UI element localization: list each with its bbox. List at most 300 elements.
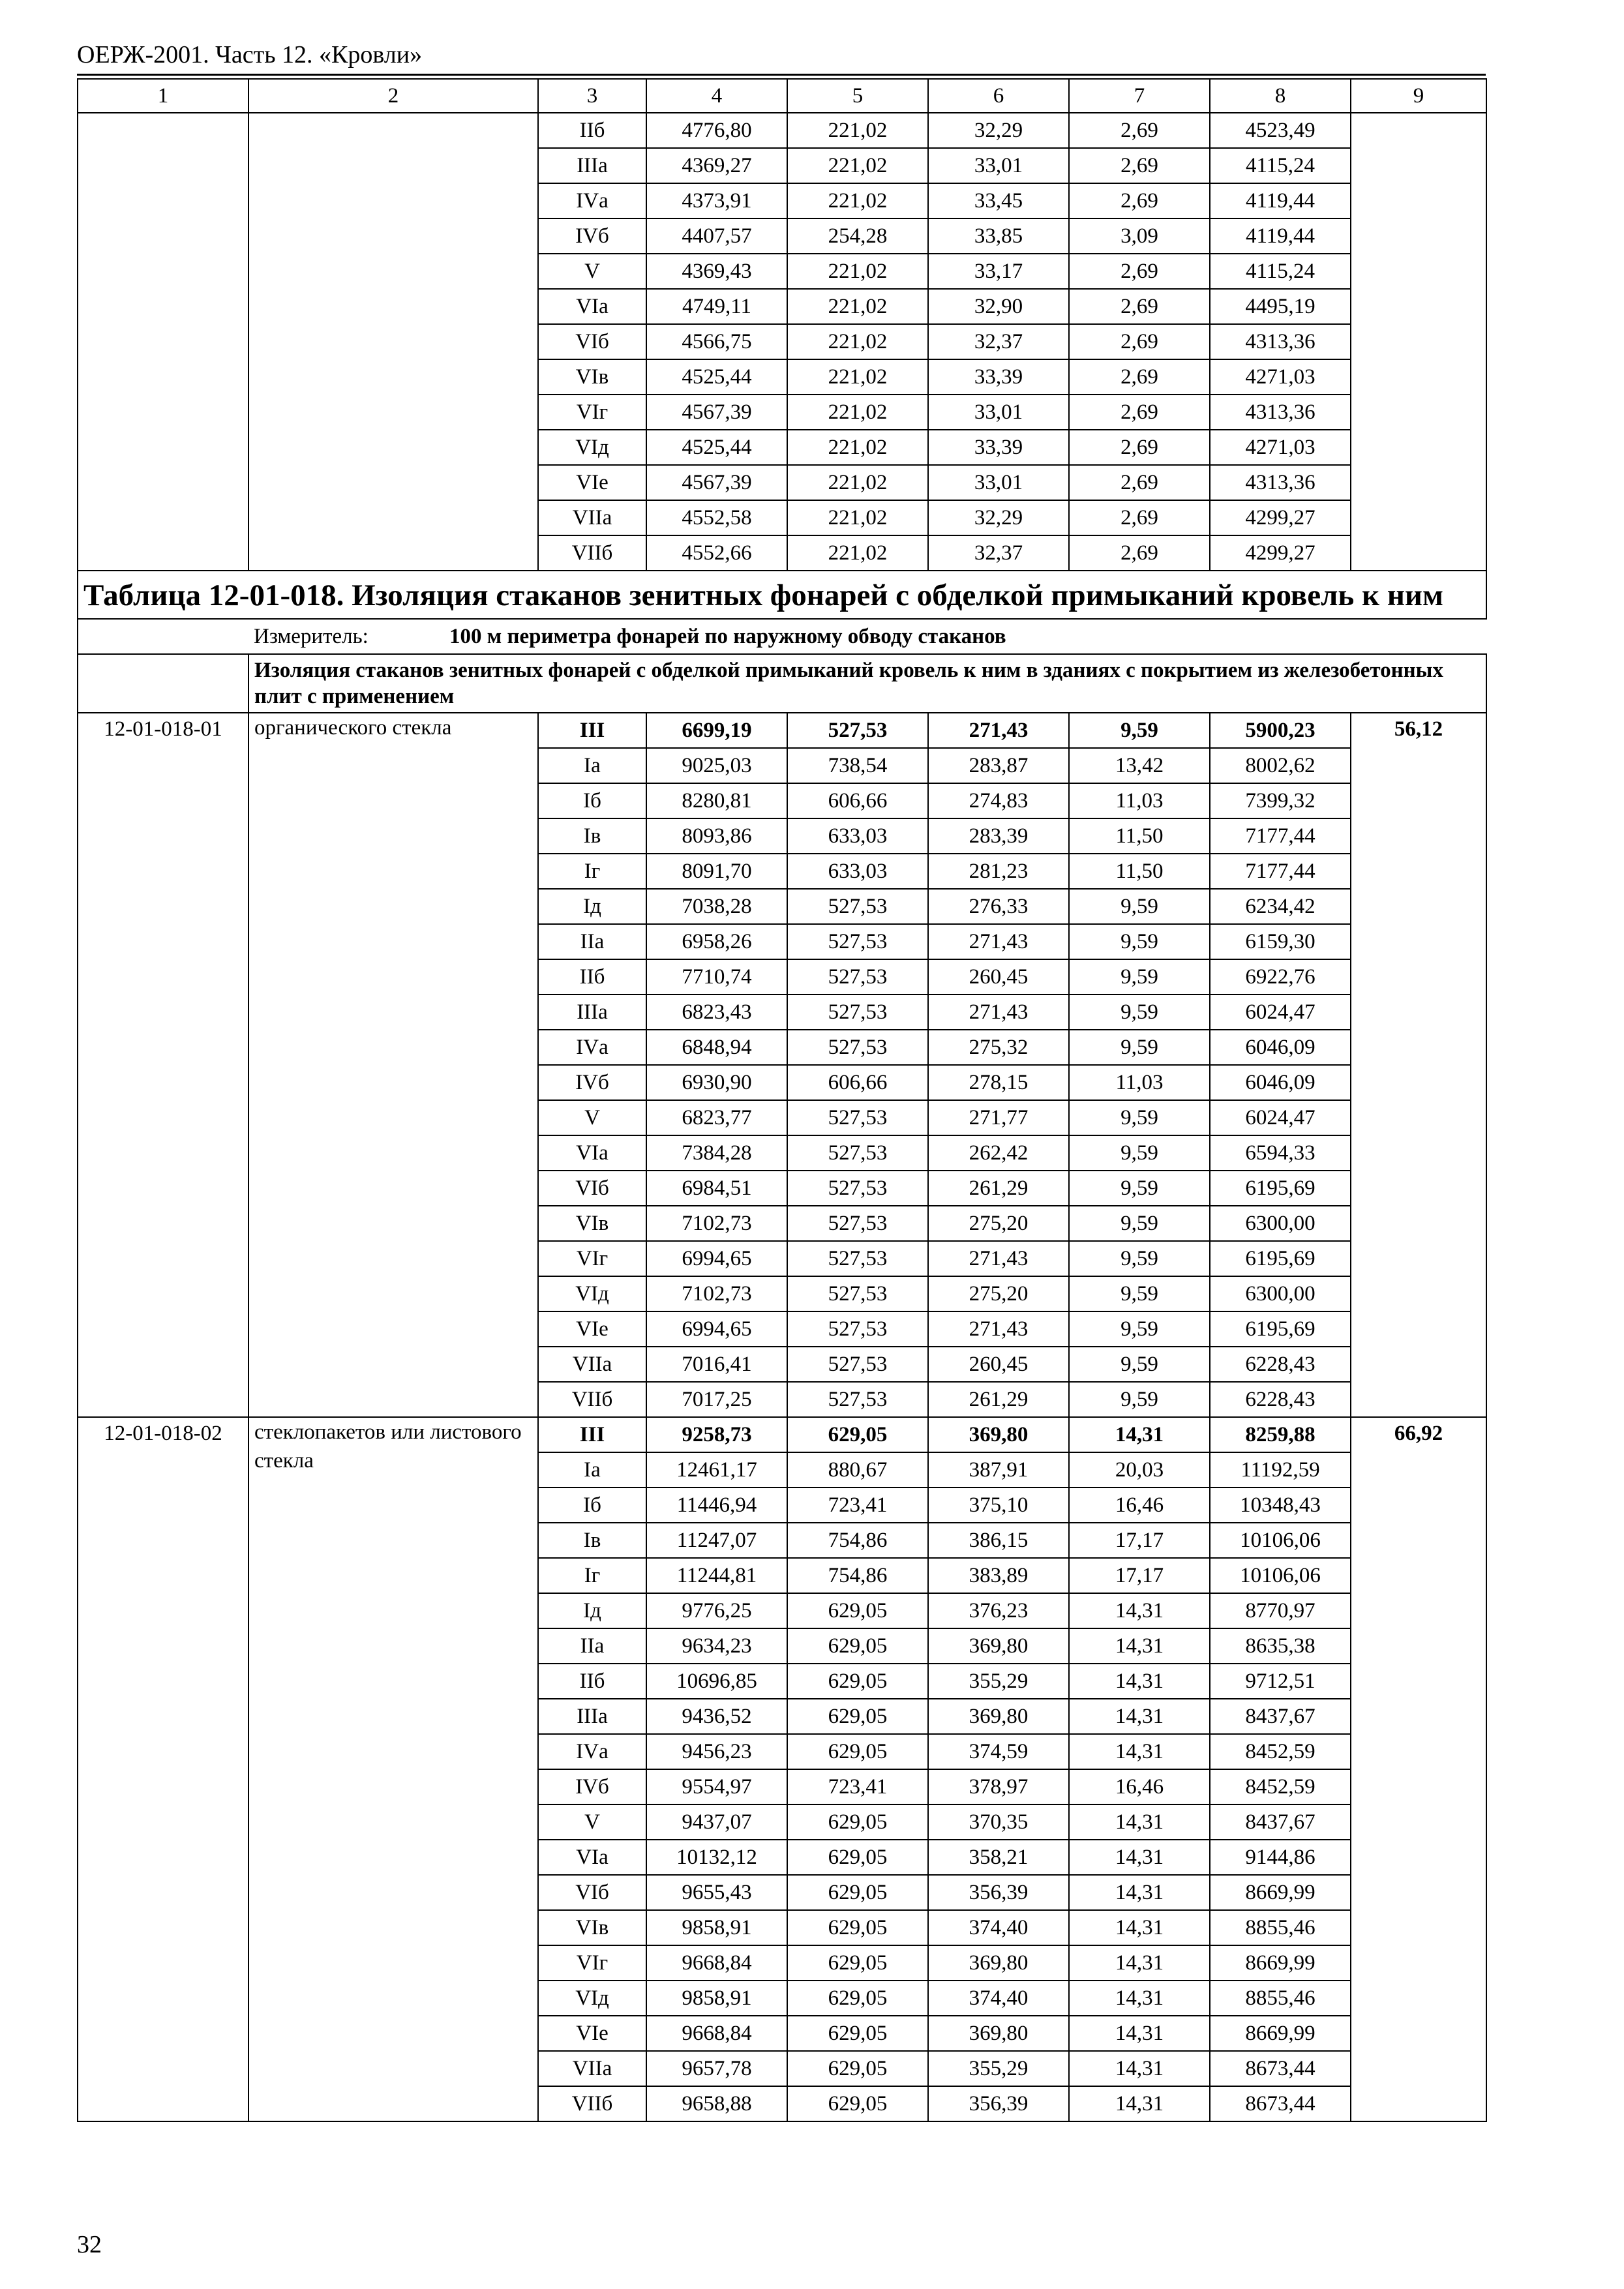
value-cell: 7016,41 — [646, 1347, 787, 1382]
value-cell: 16,46 — [1069, 1488, 1210, 1523]
value-cell: 276,33 — [928, 889, 1069, 924]
value-cell: 14,31 — [1069, 1628, 1210, 1664]
zone-cell: VIе — [538, 1311, 646, 1347]
value-cell: 7102,73 — [646, 1206, 787, 1241]
value-cell: 4369,27 — [646, 148, 787, 183]
value-cell: 527,53 — [787, 995, 928, 1030]
value-cell: 14,31 — [1069, 1734, 1210, 1769]
value-cell: 629,05 — [787, 1981, 928, 2016]
value-cell: 221,02 — [787, 324, 928, 359]
value-cell: 629,05 — [787, 1664, 928, 1699]
value-cell: 387,91 — [928, 1452, 1069, 1488]
zone-cell: VIIб — [538, 2086, 646, 2121]
value-cell: 6699,19 — [646, 713, 787, 748]
measure-spacer — [78, 619, 248, 654]
zone-cell: Iг — [538, 1558, 646, 1593]
value-cell: 7177,44 — [1210, 854, 1351, 889]
value-cell: 6159,30 — [1210, 924, 1351, 959]
col9-value: 66,92 — [1351, 1417, 1486, 2121]
table-body — [78, 79, 1486, 2121]
value-cell: 6922,76 — [1210, 959, 1351, 995]
value-cell: 374,40 — [928, 1910, 1069, 1945]
zone-cell: IVа — [538, 183, 646, 218]
zone-cell: VIд — [538, 1981, 646, 2016]
value-cell: 606,66 — [787, 783, 928, 818]
measure-cell — [248, 619, 1486, 654]
value-cell: 527,53 — [787, 1206, 928, 1241]
value-cell: 629,05 — [787, 2016, 928, 2051]
value-cell: 9655,43 — [646, 1875, 787, 1910]
zone-cell: VIв — [538, 1910, 646, 1945]
value-cell: 2,69 — [1069, 395, 1210, 430]
value-cell: 4369,43 — [646, 254, 787, 289]
value-cell: 2,69 — [1069, 430, 1210, 465]
value-cell: 14,31 — [1069, 1981, 1210, 2016]
value-cell: 33,17 — [928, 254, 1069, 289]
value-cell: 2,69 — [1069, 183, 1210, 218]
value-cell: 7384,28 — [646, 1135, 787, 1171]
value-cell: 374,40 — [928, 1981, 1069, 2016]
section-title-row — [78, 654, 1486, 713]
value-cell: 4495,19 — [1210, 289, 1351, 324]
value-cell: 4313,36 — [1210, 395, 1351, 430]
value-cell: 11244,81 — [646, 1558, 787, 1593]
value-cell: 260,45 — [928, 959, 1069, 995]
value-cell: 629,05 — [787, 2086, 928, 2121]
section-spacer — [78, 654, 248, 713]
column-number: 4 — [646, 79, 787, 113]
value-cell: 4299,27 — [1210, 500, 1351, 535]
measure-label: Измеритель: — [254, 625, 368, 648]
measure-value: 100 м периметра фонарей по наружному обводу стаканов — [449, 625, 1006, 648]
value-cell: 9,59 — [1069, 1311, 1210, 1347]
value-cell: 9258,73 — [646, 1417, 787, 1452]
value-cell: 6046,09 — [1210, 1030, 1351, 1065]
value-cell: 33,39 — [928, 359, 1069, 395]
value-cell: 4567,39 — [646, 465, 787, 500]
value-cell: 254,28 — [787, 218, 928, 254]
value-cell: 8669,99 — [1210, 2016, 1351, 2051]
value-cell: 633,03 — [787, 854, 928, 889]
value-cell: 738,54 — [787, 748, 928, 783]
value-cell: 11,50 — [1069, 818, 1210, 854]
zone-cell: V — [538, 1100, 646, 1135]
value-cell: 754,86 — [787, 1523, 928, 1558]
value-cell: 221,02 — [787, 465, 928, 500]
value-cell: 283,39 — [928, 818, 1069, 854]
value-cell: 6930,90 — [646, 1065, 787, 1100]
zone-cell: IIIа — [538, 148, 646, 183]
zone-cell: VIа — [538, 289, 646, 324]
value-cell: 629,05 — [787, 2051, 928, 2086]
zone-cell: IIIа — [538, 1699, 646, 1734]
value-cell: 9,59 — [1069, 889, 1210, 924]
value-cell: 4313,36 — [1210, 324, 1351, 359]
value-cell: 369,80 — [928, 1417, 1069, 1452]
value-cell: 14,31 — [1069, 1664, 1210, 1699]
value-cell: 6300,00 — [1210, 1276, 1351, 1311]
zone-cell: Iд — [538, 1593, 646, 1628]
value-cell: 271,43 — [928, 1241, 1069, 1276]
value-cell: 33,45 — [928, 183, 1069, 218]
value-cell: 7399,32 — [1210, 783, 1351, 818]
value-cell: 356,39 — [928, 1875, 1069, 1910]
value-cell: 2,69 — [1069, 465, 1210, 500]
zone-cell: VIб — [538, 1875, 646, 1910]
value-cell: 527,53 — [787, 1347, 928, 1382]
value-cell: 9712,51 — [1210, 1664, 1351, 1699]
value-cell: 369,80 — [928, 1945, 1069, 1981]
value-cell: 4749,11 — [646, 289, 787, 324]
value-cell: 2,69 — [1069, 324, 1210, 359]
value-cell: 271,43 — [928, 1311, 1069, 1347]
value-cell: 11,50 — [1069, 854, 1210, 889]
value-cell: 2,69 — [1069, 535, 1210, 571]
zone-cell: Iв — [538, 1523, 646, 1558]
value-cell: 6594,33 — [1210, 1135, 1351, 1171]
value-cell: 14,31 — [1069, 1910, 1210, 1945]
value-cell: 8669,99 — [1210, 1875, 1351, 1910]
value-cell: 8635,38 — [1210, 1628, 1351, 1664]
section-title: Изоляция стаканов зенитных фонарей с обделкой примыканий кровель к ним в зданиях с покрытием из железобетонных плит с применением — [248, 654, 1486, 713]
value-cell: 261,29 — [928, 1382, 1069, 1417]
value-cell: 8280,81 — [646, 783, 787, 818]
zone-cell: IVа — [538, 1030, 646, 1065]
value-cell: 8259,88 — [1210, 1417, 1351, 1452]
zone-cell: VIIа — [538, 2051, 646, 2086]
zone-cell: Iд — [538, 889, 646, 924]
value-cell: 9,59 — [1069, 924, 1210, 959]
value-cell: 11,03 — [1069, 1065, 1210, 1100]
value-cell: 9,59 — [1069, 959, 1210, 995]
value-cell: 221,02 — [787, 430, 928, 465]
value-cell: 32,29 — [928, 113, 1069, 148]
table-row — [78, 1417, 1486, 1452]
value-cell: 6300,00 — [1210, 1206, 1351, 1241]
value-cell: 8673,44 — [1210, 2051, 1351, 2086]
value-cell: 527,53 — [787, 1030, 928, 1065]
zone-cell: Iб — [538, 783, 646, 818]
value-cell: 221,02 — [787, 359, 928, 395]
value-cell: 527,53 — [787, 1311, 928, 1347]
value-cell: 4525,44 — [646, 430, 787, 465]
value-cell: 4552,58 — [646, 500, 787, 535]
value-cell: 6024,47 — [1210, 995, 1351, 1030]
value-cell: 9858,91 — [646, 1981, 787, 2016]
column-number: 5 — [787, 79, 928, 113]
value-cell: 527,53 — [787, 1171, 928, 1206]
zone-cell: VIIа — [538, 1347, 646, 1382]
column-number: 9 — [1351, 79, 1486, 113]
value-cell: 4313,36 — [1210, 465, 1351, 500]
value-cell: 10106,06 — [1210, 1523, 1351, 1558]
value-cell: 629,05 — [787, 1593, 928, 1628]
value-cell: 369,80 — [928, 1699, 1069, 1734]
value-cell: 629,05 — [787, 1910, 928, 1945]
value-cell: 629,05 — [787, 1417, 928, 1452]
value-cell: 281,23 — [928, 854, 1069, 889]
zone-cell: Iа — [538, 1452, 646, 1488]
value-cell: 9,59 — [1069, 995, 1210, 1030]
zone-cell: VIв — [538, 359, 646, 395]
value-cell: 10696,85 — [646, 1664, 787, 1699]
rates-table — [77, 78, 1487, 2122]
value-cell: 14,31 — [1069, 1840, 1210, 1875]
zone-cell: VIIб — [538, 1382, 646, 1417]
value-cell: 4407,57 — [646, 218, 787, 254]
value-cell: 221,02 — [787, 395, 928, 430]
value-cell: 271,43 — [928, 713, 1069, 748]
value-cell: 4776,80 — [646, 113, 787, 148]
zone-cell: VIб — [538, 1171, 646, 1206]
value-cell: 6046,09 — [1210, 1065, 1351, 1100]
value-cell: 13,42 — [1069, 748, 1210, 783]
value-cell: 9657,78 — [646, 2051, 787, 2086]
zone-cell: VIе — [538, 2016, 646, 2051]
value-cell: 221,02 — [787, 183, 928, 218]
zone-cell: VIд — [538, 1276, 646, 1311]
value-cell: 9,59 — [1069, 1171, 1210, 1206]
zone-cell: VIв — [538, 1206, 646, 1241]
value-cell: 6234,42 — [1210, 889, 1351, 924]
value-cell: 9437,07 — [646, 1804, 787, 1840]
value-cell: 14,31 — [1069, 1593, 1210, 1628]
zone-cell: VIа — [538, 1840, 646, 1875]
table-row — [78, 713, 1486, 748]
value-cell: 6195,69 — [1210, 1311, 1351, 1347]
value-cell: 278,15 — [928, 1065, 1069, 1100]
value-cell: 8437,67 — [1210, 1699, 1351, 1734]
value-cell: 629,05 — [787, 1699, 928, 1734]
value-cell: 723,41 — [787, 1769, 928, 1804]
value-cell: 370,35 — [928, 1804, 1069, 1840]
col9-value: 56,12 — [1351, 713, 1486, 1417]
value-cell: 6823,43 — [646, 995, 787, 1030]
value-cell: 32,37 — [928, 535, 1069, 571]
value-cell: 7177,44 — [1210, 818, 1351, 854]
value-cell: 275,32 — [928, 1030, 1069, 1065]
value-cell: 4115,24 — [1210, 254, 1351, 289]
value-cell: 606,66 — [787, 1065, 928, 1100]
value-cell: 4119,44 — [1210, 218, 1351, 254]
zone-cell: V — [538, 254, 646, 289]
value-cell: 9658,88 — [646, 2086, 787, 2121]
value-cell: 2,69 — [1069, 500, 1210, 535]
value-cell: 271,77 — [928, 1100, 1069, 1135]
value-cell: 32,90 — [928, 289, 1069, 324]
rate-code: 12-01-018-02 — [78, 1417, 248, 2121]
value-cell: 274,83 — [928, 783, 1069, 818]
value-cell: 8093,86 — [646, 818, 787, 854]
value-cell: 629,05 — [787, 1804, 928, 1840]
value-cell: 8452,59 — [1210, 1769, 1351, 1804]
value-cell: 33,01 — [928, 395, 1069, 430]
value-cell: 378,97 — [928, 1769, 1069, 1804]
value-cell: 33,01 — [928, 465, 1069, 500]
value-cell: 6848,94 — [646, 1030, 787, 1065]
table-title-row — [78, 571, 1486, 619]
value-cell: 2,69 — [1069, 359, 1210, 395]
column-number: 2 — [248, 79, 538, 113]
value-cell: 32,29 — [928, 500, 1069, 535]
value-cell: 9144,86 — [1210, 1840, 1351, 1875]
value-cell: 9668,84 — [646, 2016, 787, 2051]
value-cell: 355,29 — [928, 2051, 1069, 2086]
value-cell: 17,17 — [1069, 1558, 1210, 1593]
value-cell: 8770,97 — [1210, 1593, 1351, 1628]
value-cell: 9668,84 — [646, 1945, 787, 1981]
empty-col9-cell — [1351, 113, 1486, 571]
value-cell: 20,03 — [1069, 1452, 1210, 1488]
value-cell: 629,05 — [787, 1875, 928, 1910]
zone-cell: IIб — [538, 1664, 646, 1699]
value-cell: 4552,66 — [646, 535, 787, 571]
value-cell: 14,31 — [1069, 1699, 1210, 1734]
value-cell: 9,59 — [1069, 1206, 1210, 1241]
value-cell: 386,15 — [928, 1523, 1069, 1558]
value-cell: 8855,46 — [1210, 1910, 1351, 1945]
value-cell: 6195,69 — [1210, 1171, 1351, 1206]
value-cell: 262,42 — [928, 1135, 1069, 1171]
column-number: 3 — [538, 79, 646, 113]
column-number: 8 — [1210, 79, 1351, 113]
value-cell: 16,46 — [1069, 1769, 1210, 1804]
value-cell: 369,80 — [928, 1628, 1069, 1664]
value-cell: 5900,23 — [1210, 713, 1351, 748]
value-cell: 33,01 — [928, 148, 1069, 183]
zone-cell: Iг — [538, 854, 646, 889]
value-cell: 376,23 — [928, 1593, 1069, 1628]
value-cell: 7102,73 — [646, 1276, 787, 1311]
zone-cell: III — [538, 1417, 646, 1452]
value-cell: 14,31 — [1069, 2086, 1210, 2121]
zone-cell: VIд — [538, 430, 646, 465]
value-cell: 4299,27 — [1210, 535, 1351, 571]
value-cell: 356,39 — [928, 2086, 1069, 2121]
value-cell: 9,59 — [1069, 1347, 1210, 1382]
column-number: 7 — [1069, 79, 1210, 113]
zone-cell: VIа — [538, 1135, 646, 1171]
empty-code-cell — [78, 113, 248, 571]
value-cell: 9,59 — [1069, 1030, 1210, 1065]
zone-cell: IIIа — [538, 995, 646, 1030]
value-cell: 629,05 — [787, 1945, 928, 1981]
value-cell: 14,31 — [1069, 1875, 1210, 1910]
value-cell: 9,59 — [1069, 1100, 1210, 1135]
zone-cell: V — [538, 1804, 646, 1840]
value-cell: 8673,44 — [1210, 2086, 1351, 2121]
value-cell: 33,39 — [928, 430, 1069, 465]
value-cell: 527,53 — [787, 713, 928, 748]
value-cell: 17,17 — [1069, 1523, 1210, 1558]
measure-row — [78, 619, 1486, 654]
value-cell: 6823,77 — [646, 1100, 787, 1135]
value-cell: 221,02 — [787, 254, 928, 289]
column-number: 1 — [78, 79, 248, 113]
zone-cell: VIг — [538, 395, 646, 430]
zone-cell: Iв — [538, 818, 646, 854]
value-cell: 9634,23 — [646, 1628, 787, 1664]
value-cell: 4271,03 — [1210, 359, 1351, 395]
value-cell: 260,45 — [928, 1347, 1069, 1382]
value-cell: 8091,70 — [646, 854, 787, 889]
value-cell: 358,21 — [928, 1840, 1069, 1875]
value-cell: 9554,97 — [646, 1769, 787, 1804]
header-rule — [77, 74, 1486, 76]
value-cell: 375,10 — [928, 1488, 1069, 1523]
rate-code: 12-01-018-01 — [78, 713, 248, 1417]
value-cell: 9,59 — [1069, 713, 1210, 748]
value-cell: 9,59 — [1069, 1135, 1210, 1171]
value-cell: 723,41 — [787, 1488, 928, 1523]
value-cell: 221,02 — [787, 500, 928, 535]
value-cell: 6958,26 — [646, 924, 787, 959]
value-cell: 6228,43 — [1210, 1347, 1351, 1382]
value-cell: 221,02 — [787, 535, 928, 571]
value-cell: 11247,07 — [646, 1523, 787, 1558]
value-cell: 14,31 — [1069, 2051, 1210, 2086]
table-row — [78, 113, 1486, 148]
value-cell: 275,20 — [928, 1276, 1069, 1311]
value-cell: 33,85 — [928, 218, 1069, 254]
value-cell: 10132,12 — [646, 1840, 787, 1875]
zone-cell: IVб — [538, 218, 646, 254]
value-cell: 221,02 — [787, 113, 928, 148]
value-cell: 3,09 — [1069, 218, 1210, 254]
zone-cell: Iб — [538, 1488, 646, 1523]
value-cell: 271,43 — [928, 924, 1069, 959]
value-cell: 629,05 — [787, 1734, 928, 1769]
value-cell: 14,31 — [1069, 1804, 1210, 1840]
value-cell: 527,53 — [787, 889, 928, 924]
zone-cell: VIг — [538, 1945, 646, 1981]
value-cell: 11446,94 — [646, 1488, 787, 1523]
column-number-row — [78, 79, 1486, 113]
value-cell: 9436,52 — [646, 1699, 787, 1734]
zone-cell: VIIб — [538, 535, 646, 571]
value-cell: 2,69 — [1069, 148, 1210, 183]
value-cell: 9,59 — [1069, 1241, 1210, 1276]
value-cell: 383,89 — [928, 1558, 1069, 1593]
value-cell: 527,53 — [787, 1241, 928, 1276]
value-cell: 355,29 — [928, 1664, 1069, 1699]
empty-name-cell — [248, 113, 538, 571]
page-number: 32 — [77, 2231, 102, 2258]
zone-cell: IIа — [538, 1628, 646, 1664]
value-cell: 275,20 — [928, 1206, 1069, 1241]
value-cell: 9456,23 — [646, 1734, 787, 1769]
value-cell: 4566,75 — [646, 324, 787, 359]
zone-cell: IVа — [538, 1734, 646, 1769]
value-cell: 629,05 — [787, 1628, 928, 1664]
value-cell: 754,86 — [787, 1558, 928, 1593]
value-cell: 527,53 — [787, 924, 928, 959]
value-cell: 2,69 — [1069, 289, 1210, 324]
value-cell: 6994,65 — [646, 1241, 787, 1276]
zone-cell: IIб — [538, 113, 646, 148]
value-cell: 9,59 — [1069, 1276, 1210, 1311]
value-cell: 10106,06 — [1210, 1558, 1351, 1593]
value-cell: 4523,49 — [1210, 113, 1351, 148]
value-cell: 6994,65 — [646, 1311, 787, 1347]
zone-cell: IIб — [538, 959, 646, 995]
value-cell: 6228,43 — [1210, 1382, 1351, 1417]
zone-cell: VIе — [538, 465, 646, 500]
value-cell: 527,53 — [787, 1382, 928, 1417]
value-cell: 633,03 — [787, 818, 928, 854]
value-cell: 4115,24 — [1210, 148, 1351, 183]
value-cell: 12461,17 — [646, 1452, 787, 1488]
